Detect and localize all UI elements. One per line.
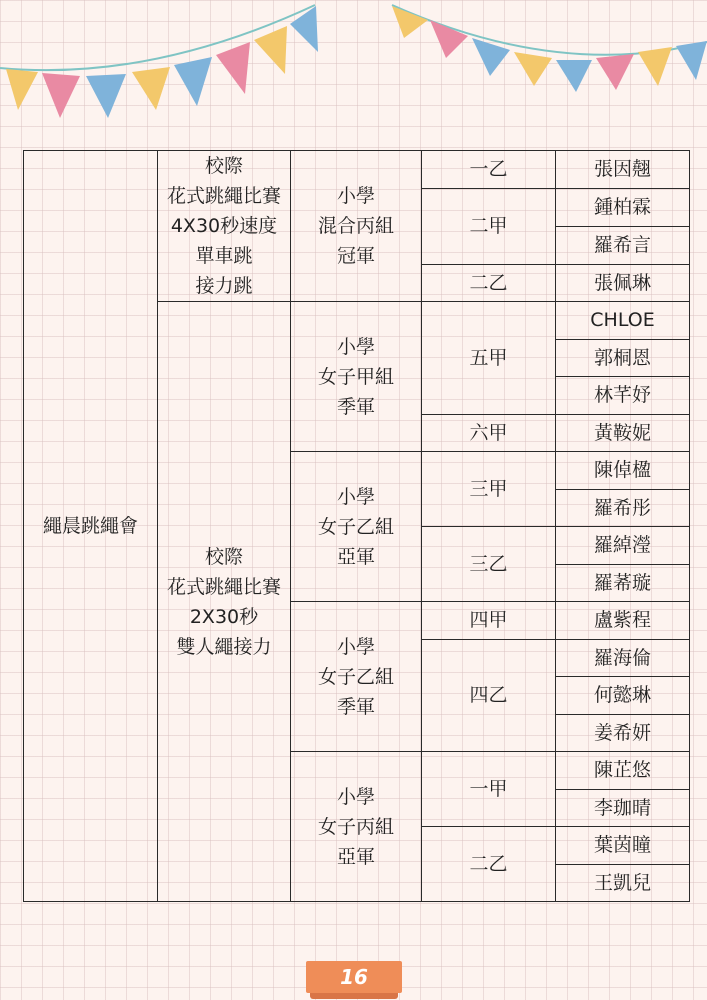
page-number: 16 xyxy=(306,961,402,993)
category-cell: 小學 女子乙組 季軍 xyxy=(291,602,422,752)
pennant-flag xyxy=(638,47,672,86)
pennant-flag xyxy=(174,57,212,106)
student-name-cell: 張因翹 xyxy=(556,151,690,189)
student-name-cell: 羅莃璇 xyxy=(556,564,690,602)
class-cell: 一甲 xyxy=(422,752,556,827)
pennant-flag xyxy=(430,20,468,58)
student-name-cell: 王凱兒 xyxy=(556,864,690,902)
category-cell: 小學 混合丙組 冠軍 xyxy=(291,151,422,302)
pennant-flag xyxy=(596,54,634,90)
student-name-cell: 姜希妍 xyxy=(556,714,690,752)
class-cell: 一乙 xyxy=(422,151,556,189)
student-name-cell: 何懿琳 xyxy=(556,677,690,715)
pennant-flag xyxy=(676,41,707,80)
pennant-flag xyxy=(42,73,80,118)
pennant-flag xyxy=(6,69,38,110)
category-cell: 小學 女子丙組 亞軍 xyxy=(291,752,422,902)
class-cell: 三乙 xyxy=(422,527,556,602)
event-cell: 校際 花式跳繩比賽 4X30秒速度 單車跳 接力跳 xyxy=(158,151,291,302)
pennant-flag xyxy=(216,42,250,94)
student-name-cell: 陳芷悠 xyxy=(556,752,690,790)
student-name-cell: 羅海倫 xyxy=(556,639,690,677)
student-name-cell: 黃鞍妮 xyxy=(556,414,690,452)
student-name-cell: 鍾柏霖 xyxy=(556,188,690,227)
pennant-flag xyxy=(254,26,287,74)
student-name-cell: 羅希彤 xyxy=(556,489,690,527)
student-name-cell: 盧紫程 xyxy=(556,602,690,640)
class-cell: 二乙 xyxy=(422,827,556,902)
category-cell: 小學 女子甲組 季軍 xyxy=(291,302,422,452)
class-cell: 五甲 xyxy=(422,302,556,415)
class-cell: 六甲 xyxy=(422,414,556,452)
club-name-cell: 繩晨跳繩會 xyxy=(24,151,158,902)
category-cell: 小學 女子乙組 亞軍 xyxy=(291,452,422,602)
class-cell: 二甲 xyxy=(422,188,556,264)
student-name-cell: 林芊妤 xyxy=(556,377,690,415)
student-name-cell: CHLOE xyxy=(556,302,690,340)
student-name-cell: 李珈晴 xyxy=(556,789,690,827)
award-table xyxy=(23,150,690,902)
student-name-cell: 郭桐恩 xyxy=(556,339,690,377)
event-cell: 校際 花式跳繩比賽 2X30秒 雙人繩接力 xyxy=(158,302,291,902)
bunting-decoration xyxy=(0,0,707,130)
student-name-cell: 羅希言 xyxy=(556,227,690,265)
class-cell: 三甲 xyxy=(422,452,556,527)
table-row xyxy=(24,151,690,189)
student-name-cell: 張佩琳 xyxy=(556,264,690,302)
student-name-cell: 羅綽瀅 xyxy=(556,527,690,565)
pennant-flag xyxy=(514,52,552,86)
class-cell: 四乙 xyxy=(422,639,556,752)
pennant-flag xyxy=(290,6,318,52)
class-cell: 二乙 xyxy=(422,264,556,302)
pennant-flag xyxy=(86,74,126,118)
class-cell: 四甲 xyxy=(422,602,556,640)
pennant-flag xyxy=(556,60,592,92)
pennant-flag xyxy=(132,67,170,110)
pennant-flag xyxy=(392,6,428,38)
student-name-cell: 葉茵瞳 xyxy=(556,827,690,865)
student-name-cell: 陳倬楹 xyxy=(556,452,690,490)
